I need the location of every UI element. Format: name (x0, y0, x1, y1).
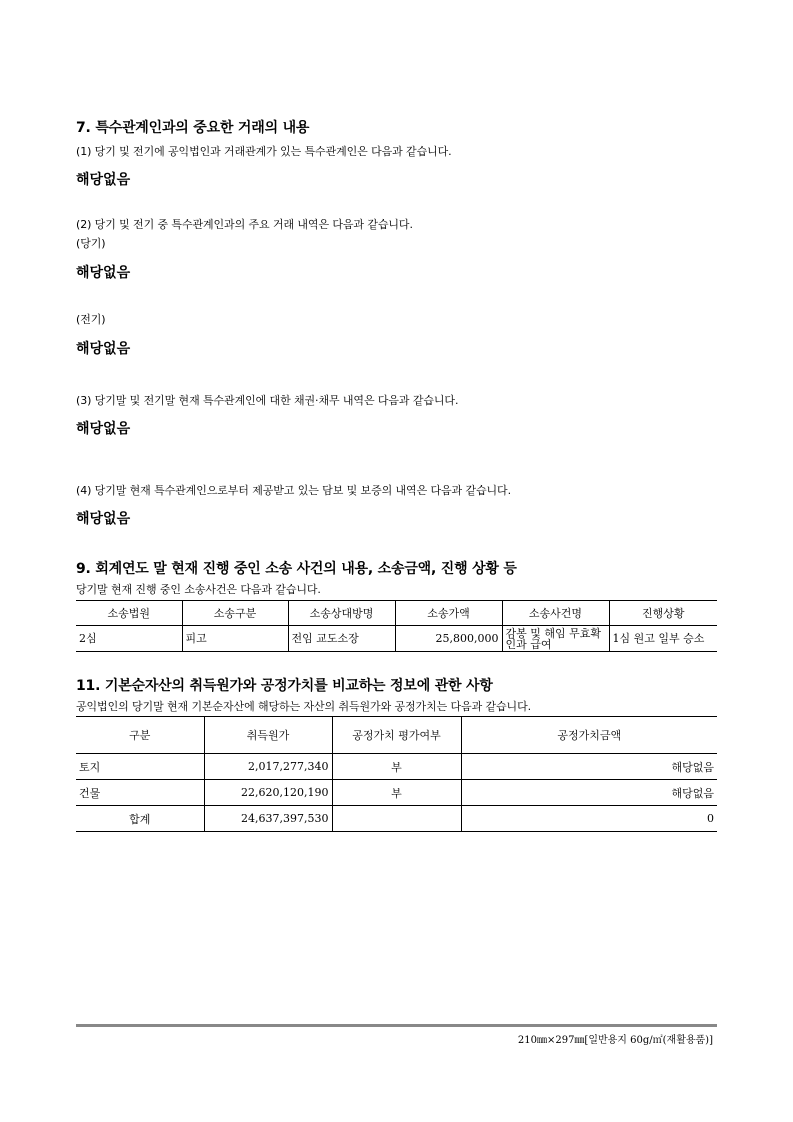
table-cell: 0 (461, 806, 717, 832)
table-header: 공정가치금액 (461, 717, 717, 754)
table-cell: 피고 (182, 626, 288, 652)
table-header: 소송상대방명 (288, 601, 395, 626)
table-row (76, 626, 717, 652)
section7-q2-prior-label: (전기) (76, 313, 106, 326)
asset-table (76, 716, 717, 832)
table-row (76, 754, 717, 780)
section7-q3-answer: 해당없음 (76, 421, 131, 437)
table-cell: 24,637,397,530 (204, 806, 332, 832)
table-header: 소송사건명 (502, 601, 609, 626)
table-header-row (76, 717, 717, 754)
section11-intro: 공익법인의 당기말 현재 기본순자산에 해당하는 자산의 취득원가와 공정가치는 다음과 같습니다. (76, 700, 532, 713)
table-cell: 1심 원고 일부 승소 (609, 626, 717, 652)
section7-q1-answer: 해당없음 (76, 172, 131, 188)
section11-title: 11. 기본순자산의 취득원가와 공정가치를 비교하는 정보에 관한 사항 (76, 678, 493, 694)
table-cell: 감봉 및 해임 무효확인과 급여 (502, 626, 609, 652)
section7-q2-current-label: (당기) (76, 237, 106, 250)
table-header: 취득원가 (204, 717, 332, 754)
section7-title: 7. 특수관계인과의 중요한 거래의 내용 (76, 120, 310, 136)
footer-paper-spec: 210㎜×297㎜[일반용지 60g/㎡(재활용품)] (517, 1035, 713, 1046)
section7-q3: (3) 당기말 및 전기말 현재 특수관계인에 대한 채권·채무 내역은 다음과 같습니다. (76, 394, 459, 407)
table-cell: 부 (332, 780, 461, 806)
table-cell: 해당없음 (461, 780, 717, 806)
section7-q4: (4) 당기말 현재 특수관계인으로부터 제공받고 있는 담보 및 보증의 내역은 다음과 같습니다. (76, 484, 511, 497)
table-header: 소송구분 (182, 601, 288, 626)
table-cell: 2,017,277,340 (204, 754, 332, 780)
lawsuit-table (76, 600, 717, 652)
table-cell (332, 806, 461, 832)
section7-q1: (1) 당기 및 전기에 공익법인과 거래관계가 있는 특수관계인은 다음과 같습니다. (76, 145, 452, 158)
table-cell: 토지 (76, 754, 204, 780)
table-header: 진행상황 (609, 601, 717, 626)
section7-q2-prior-answer: 해당없음 (76, 341, 131, 357)
section7-q4-answer: 해당없음 (76, 511, 131, 527)
table-header: 구분 (76, 717, 204, 754)
table-cell: 전임 교도소장 (288, 626, 395, 652)
table-row-total (76, 806, 717, 832)
section7-q2: (2) 당기 및 전기 중 특수관계인과의 주요 거래 내역은 다음과 같습니다. (76, 218, 413, 231)
table-cell: 건물 (76, 780, 204, 806)
table-cell: 합계 (76, 806, 204, 832)
table-row (76, 780, 717, 806)
table-cell: 2심 (76, 626, 182, 652)
table-header: 소송법원 (76, 601, 182, 626)
footer-divider (76, 1024, 717, 1027)
table-cell: 25,800,000 (395, 626, 502, 652)
table-cell: 부 (332, 754, 461, 780)
table-cell: 해당없음 (461, 754, 717, 780)
table-header: 공정가치 평가여부 (332, 717, 461, 754)
section7-q2-current-answer: 해당없음 (76, 265, 131, 281)
table-cell: 22,620,120,190 (204, 780, 332, 806)
section9-title: 9. 회계연도 말 현재 진행 중인 소송 사건의 내용, 소송금액, 진행 상황 등 (76, 561, 517, 577)
section9-intro: 당기말 현재 진행 중인 소송사건은 다음과 같습니다. (76, 583, 321, 596)
table-header: 소송가액 (395, 601, 502, 626)
table-header-row (76, 601, 717, 626)
